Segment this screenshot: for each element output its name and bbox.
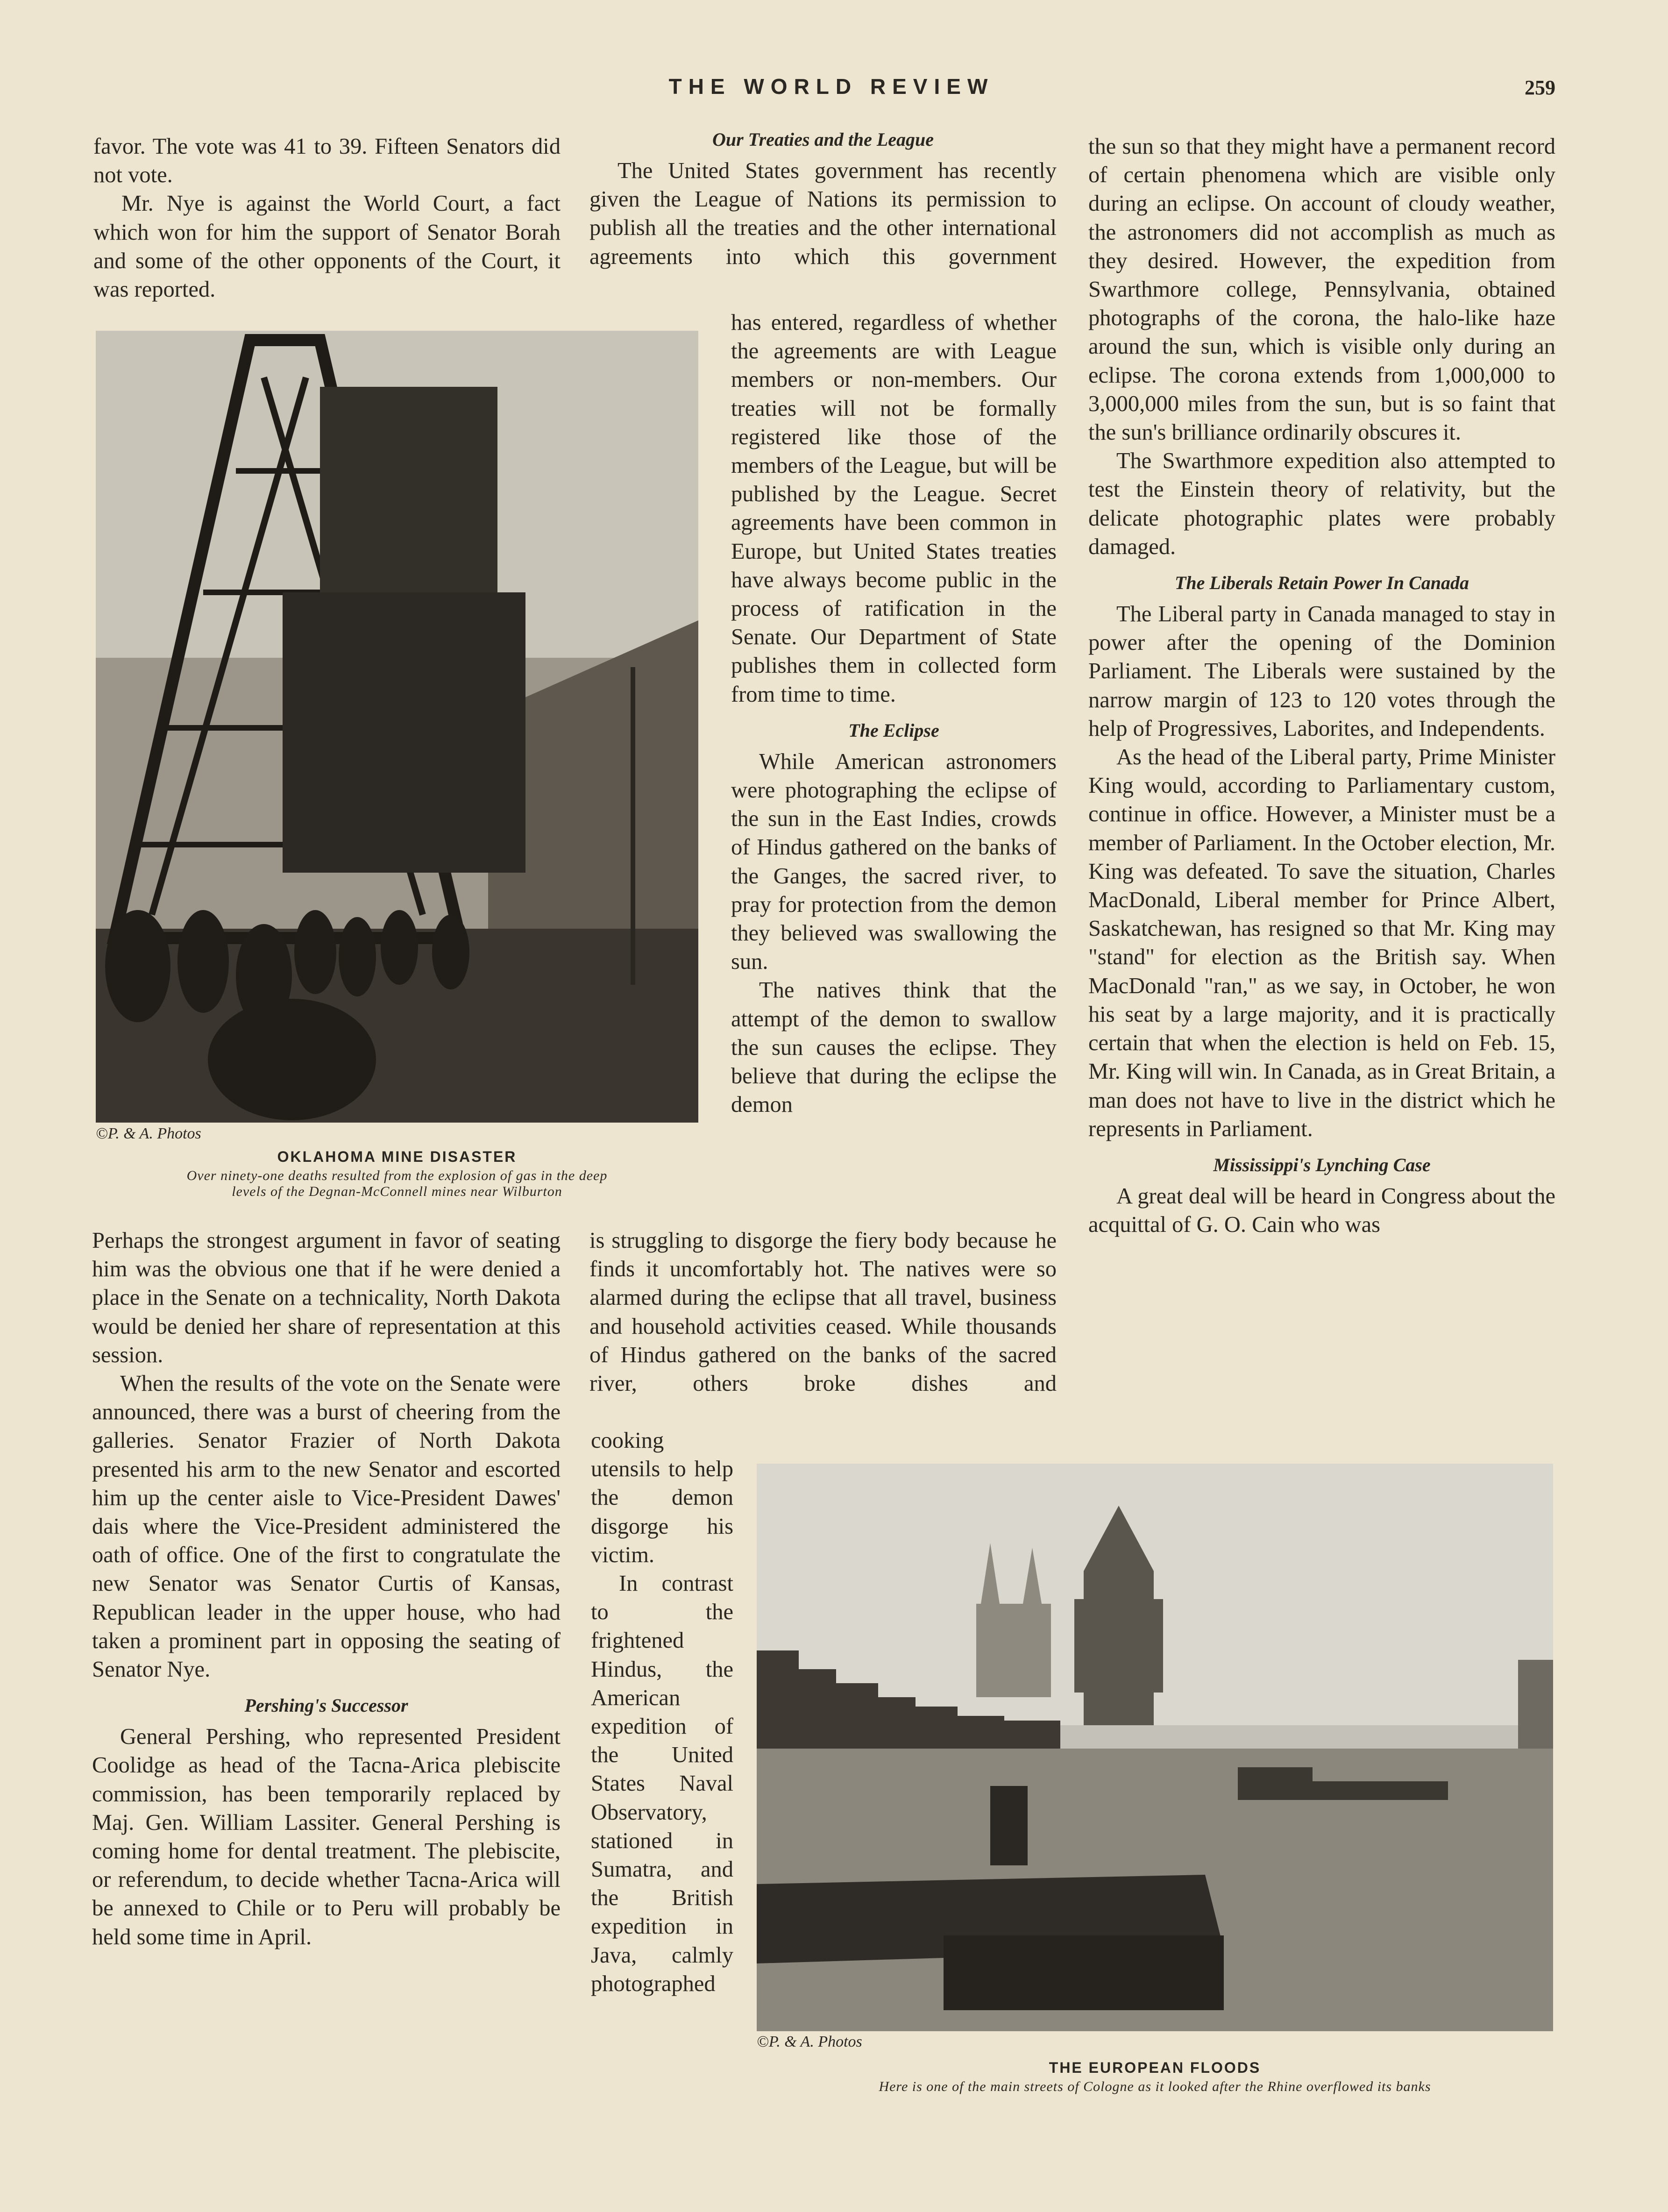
section-heading: Mississippi's Lynching Case	[1213, 1154, 1431, 1175]
paragraph: cooking utensils to help the demon disgorge his victim.	[591, 1428, 733, 1567]
column-2-narrow-bottom	[591, 1426, 733, 1998]
paragraph: is struggling to disgorge the fiery body because he finds it uncomfortably hot. The natives were so alarmed during the eclipse that all travel, business and household activities ceased. While thousands of Hindus gathered on the banks of the sacred river, others broke dishes and	[589, 1228, 1057, 1396]
paragraph: While American astronomers were photographing the eclipse of the sun in the East Indies, crowds of Hindus gathered on the banks of the Ganges, the sacred river, to pray for protection from the demon they believed was swallowing the sun.	[731, 749, 1057, 974]
photo-caption-title: THE EUROPEAN FLOODS	[1049, 2059, 1261, 2076]
section-heading: The Liberals Retain Power In Canada	[1174, 572, 1469, 594]
caption-line: Over ninety-one deaths resulted from the explosion of gas in the deep	[186, 1168, 608, 1183]
photo-caption-text: Here is one of the main streets of Cologne as it looked after the Rhine overflowed its banks	[879, 2079, 1431, 2094]
page-number: 259	[1525, 76, 1555, 99]
section-heading: Pershing's Successor	[244, 1695, 408, 1716]
paragraph: General Pershing, who represented President Coolidge as head of the Tacna-Arica plebiscite commission, has been temporarily replaced by Maj. Gen. William Lassiter. General Pershing is coming home for dental treatment. The plebiscite, or referendum, to decide whether Tacna-Arica will be annexed to Chile or to Peru will probably be held some time in April.	[92, 1724, 561, 1949]
cologne-flood-photo	[757, 1464, 1553, 2031]
paragraph: The Liberal party in Canada managed to stay in power after the opening of the Dominion Parliament. The Liberals were sustained by the narrow margin of 123 to 120 votes through the help of Progressives, Laborites, and Independents.	[1088, 602, 1555, 741]
paragraph: A great deal will be heard in Congress about the acquittal of G. O. Cain who was	[1088, 1183, 1555, 1238]
photo-credit: ©P. & A. Photos	[96, 1125, 201, 1142]
paragraph: has entered, regardless of whether the agreements are with League members or non-members. Our treaties will not be formally registered like those of the members of the League, but will be published by the League. Secret agreements have been common in Europe, but United States treaties have always become public in the process of ratification in the Senate. Our Department of State publishes them in collected form from time to time.	[731, 310, 1057, 707]
column-2-narrow	[731, 308, 1057, 1119]
photo-caption-text	[75, 1168, 719, 1200]
column-2-top	[589, 125, 1057, 271]
paragraph: In contrast to the frightened Hindus, the American expedition of the United States Naval Observatory, stationed in Sumatra, and the British expedition in Java, calmly photographed	[591, 1571, 733, 1996]
paragraph: Mr. Nye is against the World Court, a fact which won for him the support of Senator Borah and some of the other opponents of the Court, it was reported.	[93, 191, 561, 302]
paragraph: The Swarthmore expedition also attempted to test the Einstein theory of relativity, but the delicate photographic plates were probably damaged.	[1088, 448, 1555, 559]
paragraph: Perhaps the strongest argument in favor of seating him was the obvious one that if he were denied a place in the Senate on a technicality, North Dakota would be denied her share of representation at this session.	[92, 1228, 561, 1367]
page-header-title: THE WORLD REVIEW	[668, 74, 994, 99]
column-2-middle	[589, 1226, 1057, 1398]
column-1-top	[93, 132, 561, 304]
paragraph: The United States government has recently given the League of Nations its permission to publish all the treaties and the other international agreements into which this government	[589, 158, 1057, 269]
section-heading: The Eclipse	[848, 719, 939, 741]
paragraph: When the results of the vote on the Senate were announced, there was a burst of cheering from the galleries. Senator Frazier of North Dakota presented his arm to the new Senator and escorted him up the center aisle to Vice-President Dawes' dais where the Vice-President administered the oath of office. One of the first to congratulate the new Senator was Senator Curtis of Kansas, Republican leader in the upper house, who had taken a prominent part in opposing the seating of Senator Nye.	[92, 1371, 561, 1682]
paragraph: As the head of the Liberal party, Prime Minister King would, according to Parliamentary custom, continue in office. However, a Minister must be a member of Parliament. In the October election, Mr. King was defeated. To save the situation, Charles MacDonald, Liberal member for Prince Albert, Saskatchewan, has resigned so that Mr. King may "stand" for election as the British say. When MacDonald "ran," as we say, in October, he won his seat by a large majority, and it is practically certain that when the election is held on Feb. 15, Mr. King will win. In Canada, as in Great Britain, a man does not have to live in the district which he represents in Parliament.	[1088, 745, 1555, 1141]
photo-caption-title: OKLAHOMA MINE DISASTER	[277, 1148, 517, 1165]
paragraph: The natives think that the attempt of the demon to swallow the sun causes the eclipse. They believe that during the eclipse the demon	[731, 978, 1057, 1117]
column-3	[1088, 132, 1555, 1239]
paragraph: the sun so that they might have a permanent record of certain phenomena which are visible only during an eclipse. On account of cloudy weather, the astronomers did not accomplish as much as they desired. However, the expedition from Swarthmore college, Pennsylvania, obtained photographs of the corona, the halo-like haze around the sun, which is visible only during an eclipse. The corona extends from 1,000,000 to 3,000,000 miles from the sun, but is so faint that the sun's brilliance ordinarily obscures it.	[1088, 134, 1555, 445]
paragraph: favor. The vote was 41 to 39. Fifteen Senators did not vote.	[93, 134, 561, 188]
column-1-bottom	[92, 1226, 561, 1951]
mine-disaster-photo	[96, 331, 698, 1123]
caption-line: levels of the Degnan-McConnell mines near Wilburton	[232, 1184, 562, 1199]
section-heading: Our Treaties and the League	[712, 129, 934, 150]
photo-credit: ©P. & A. Photos	[757, 2033, 862, 2050]
